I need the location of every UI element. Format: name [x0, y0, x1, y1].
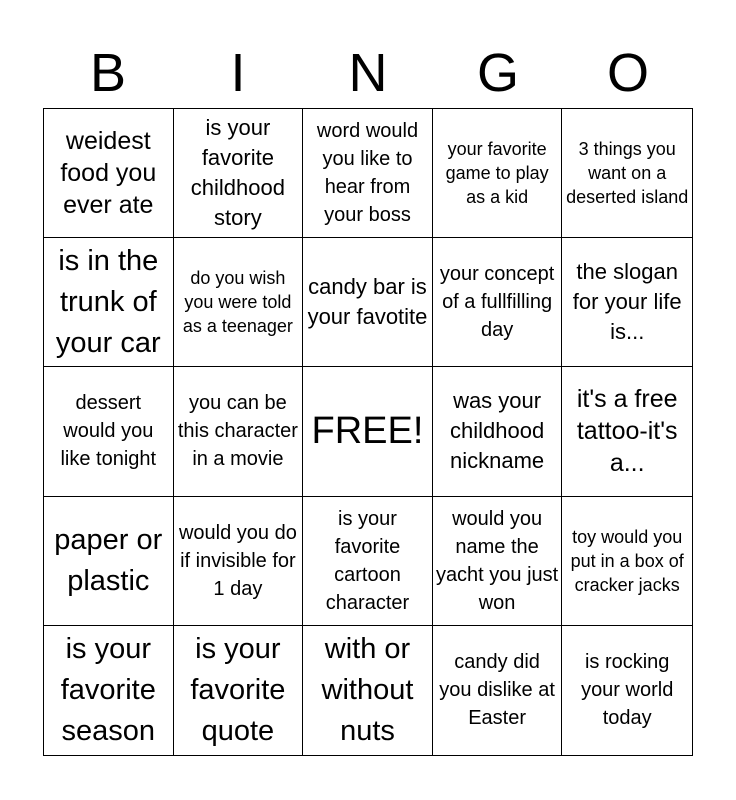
bingo-cell[interactable]	[433, 497, 563, 626]
cell-text: it's a free tattoo-it's a...	[576, 385, 678, 478]
cell-text: weidest food you ever ate	[60, 127, 157, 220]
cell-text: is in the trunk of your car	[55, 244, 161, 359]
free-space-text: FREE!	[311, 410, 424, 453]
cell-text: dessert would you like tonight	[60, 392, 157, 471]
cell-text: is rocking your world today	[581, 651, 674, 730]
cell-text: toy would you put in a box of cracker jacks	[570, 526, 684, 595]
cell-text: your favorite game to play as a kid	[445, 139, 549, 208]
bingo-cell[interactable]	[433, 238, 563, 367]
bingo-cell[interactable]	[174, 109, 304, 238]
cell-text: 3 things you want on a deserted island	[566, 139, 689, 208]
bingo-cell[interactable]	[44, 367, 174, 496]
bingo-cell[interactable]	[44, 497, 174, 626]
bingo-cell[interactable]	[174, 238, 304, 367]
bingo-cell[interactable]	[44, 238, 174, 367]
cell-text: would you do if invisible for 1 day	[178, 521, 297, 600]
header-letter-n: N	[348, 43, 388, 103]
cell-text: paper or plastic	[54, 523, 163, 597]
header-letter-o: O	[606, 43, 649, 103]
header-letter-i: I	[230, 43, 246, 103]
bingo-cell[interactable]	[174, 367, 304, 496]
bingo-grid	[43, 108, 693, 756]
cell-text: your concept of a fullfilling day	[439, 263, 555, 342]
bingo-header	[43, 40, 693, 106]
bingo-cell[interactable]	[562, 109, 692, 238]
cell-text: you can be this character in a movie	[177, 392, 298, 471]
free-space[interactable]	[303, 367, 433, 496]
bingo-cell[interactable]	[174, 626, 304, 755]
bingo-cell[interactable]	[303, 626, 433, 755]
bingo-cell[interactable]	[303, 109, 433, 238]
bingo-cell[interactable]	[44, 626, 174, 755]
cell-text: is your favorite quote	[190, 632, 286, 747]
bingo-cell[interactable]	[562, 626, 692, 755]
cell-text: would you name the yacht you just won	[435, 507, 559, 614]
cell-text: was your childhood nickname	[450, 388, 545, 474]
cell-text: the slogan for your life is...	[572, 259, 682, 345]
bingo-cell[interactable]	[562, 497, 692, 626]
header-letter-b: B	[89, 43, 127, 103]
bingo-cell[interactable]	[562, 367, 692, 496]
bingo-cell[interactable]	[433, 367, 563, 496]
header-letter-g: G	[476, 43, 519, 103]
cell-text: with or without nuts	[321, 632, 414, 747]
cell-text: is your favorite season	[60, 632, 156, 747]
cell-text: do you wish you were told as a teenager	[182, 268, 293, 337]
cell-text: is your favorite cartoon character	[325, 507, 410, 614]
bingo-cell[interactable]	[174, 497, 304, 626]
bingo-cell[interactable]	[562, 238, 692, 367]
cell-text: candy bar is your favotite	[307, 274, 428, 330]
bingo-cell[interactable]	[433, 626, 563, 755]
cell-text: is your favorite childhood story	[190, 115, 285, 231]
bingo-cell[interactable]	[303, 497, 433, 626]
cell-text: candy did you dislike at Easter	[439, 651, 555, 730]
bingo-cell[interactable]	[303, 238, 433, 367]
cell-text: word would you like to hear from your boss	[316, 120, 419, 227]
bingo-cell[interactable]	[433, 109, 563, 238]
bingo-cell[interactable]	[44, 109, 174, 238]
